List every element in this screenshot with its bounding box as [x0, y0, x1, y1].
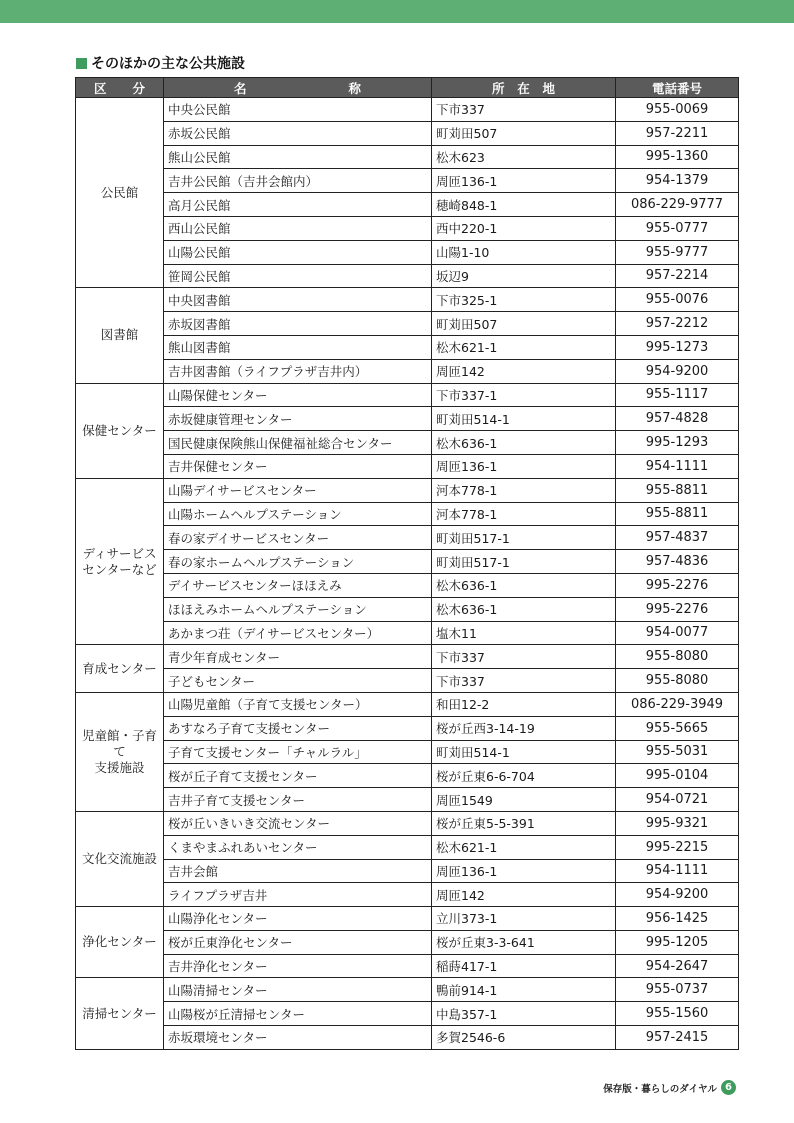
address-cell: 坂辺9	[432, 264, 616, 288]
table-row	[76, 526, 739, 550]
address-cell: 多賀2546-6	[432, 1026, 616, 1050]
address-cell: 下市337	[432, 98, 616, 122]
table-row	[76, 550, 739, 574]
table-row	[76, 454, 739, 478]
table-row	[76, 669, 739, 693]
tel-cell: 086-229-9777	[616, 193, 739, 217]
name-cell: 中央図書館	[164, 288, 432, 312]
page-footer	[603, 1080, 736, 1095]
name-cell: 山陽公民館	[164, 240, 432, 264]
name-cell: 赤坂環境センター	[164, 1026, 432, 1050]
address-cell: 町苅田514-1	[432, 740, 616, 764]
name-cell: 吉井保健センター	[164, 454, 432, 478]
address-cell: 穂崎848-1	[432, 193, 616, 217]
table-row	[76, 764, 739, 788]
name-cell: 春の家デイサービスセンター	[164, 526, 432, 550]
table-row	[76, 431, 739, 455]
name-cell: 山陽児童館（子育て支援センター）	[164, 692, 432, 716]
tel-cell: 955-8811	[616, 478, 739, 502]
address-cell: 下市337	[432, 669, 616, 693]
footer-text: 保存版・暮らしのダイヤル	[603, 1083, 717, 1095]
name-cell: 吉井会館	[164, 859, 432, 883]
name-cell: 山陽清掃センター	[164, 978, 432, 1002]
name-cell: 西山公民館	[164, 216, 432, 240]
tel-cell: 995-1205	[616, 930, 739, 954]
address-cell: 稲蒔417-1	[432, 954, 616, 978]
address-cell: 河本778-1	[432, 478, 616, 502]
category-cell: 保健センター	[76, 383, 164, 478]
table-row	[76, 240, 739, 264]
table-row	[76, 407, 739, 431]
table-row	[76, 98, 739, 122]
address-cell: 松木621-1	[432, 835, 616, 859]
address-cell: 下市337-1	[432, 383, 616, 407]
table-body	[76, 98, 739, 1050]
tel-cell: 957-2214	[616, 264, 739, 288]
address-cell: 桜が丘東6-6-704	[432, 764, 616, 788]
tel-cell: 957-4837	[616, 526, 739, 550]
name-cell: 子育て支援センター「チャルラル」	[164, 740, 432, 764]
tel-cell: 957-2212	[616, 312, 739, 336]
name-cell: ほほえみホームヘルプステーション	[164, 597, 432, 621]
address-cell: 町苅田507	[432, 121, 616, 145]
name-cell: 山陽デイサービスセンター	[164, 478, 432, 502]
bullet-square-icon	[76, 58, 87, 69]
name-cell: 桜が丘いきいき交流センター	[164, 811, 432, 835]
tel-cell: 957-2415	[616, 1026, 739, 1050]
tel-cell: 995-2215	[616, 835, 739, 859]
category-cell	[76, 692, 164, 811]
name-cell: 笹岡公民館	[164, 264, 432, 288]
address-cell: 松木636-1	[432, 573, 616, 597]
category-line: 支援施設	[94, 759, 145, 775]
name-cell: デイサービスセンターほほえみ	[164, 573, 432, 597]
table-row	[76, 383, 739, 407]
name-cell: あかまつ荘（デイサービスセンター）	[164, 621, 432, 645]
table-row	[76, 1026, 739, 1050]
name-cell: 吉井子育て支援センター	[164, 788, 432, 812]
tel-cell: 955-0069	[616, 98, 739, 122]
page-number: 6	[721, 1080, 736, 1095]
tel-cell: 995-2276	[616, 573, 739, 597]
name-cell: 子どもセンター	[164, 669, 432, 693]
table-row	[76, 954, 739, 978]
header-category: 区 分	[76, 78, 164, 98]
category-line: ディサービス	[82, 545, 157, 561]
tel-cell: 995-0104	[616, 764, 739, 788]
tel-cell: 955-0737	[616, 978, 739, 1002]
category-cell: 公民館	[76, 98, 164, 288]
table-row	[76, 907, 739, 931]
top-green-band	[0, 0, 794, 23]
table-row	[76, 573, 739, 597]
table-row	[76, 288, 739, 312]
name-cell: 吉井公民館（吉井会館内）	[164, 169, 432, 193]
header-name: 名 称	[164, 78, 432, 98]
tel-cell: 956-1425	[616, 907, 739, 931]
header-address: 所 在 地	[432, 78, 616, 98]
address-cell: 町苅田517-1	[432, 526, 616, 550]
address-cell: 河本778-1	[432, 502, 616, 526]
name-cell: あすなろ子育て支援センター	[164, 716, 432, 740]
table-row	[76, 859, 739, 883]
table-row	[76, 883, 739, 907]
name-cell: 赤坂公民館	[164, 121, 432, 145]
table-row	[76, 145, 739, 169]
category-cell: 文化交流施設	[76, 811, 164, 906]
name-cell: 高月公民館	[164, 193, 432, 217]
name-cell: 桜が丘子育て支援センター	[164, 764, 432, 788]
table-row	[76, 930, 739, 954]
address-cell: 周匝136-1	[432, 859, 616, 883]
name-cell: 山陽ホームヘルプステーション	[164, 502, 432, 526]
tel-cell: 955-5665	[616, 716, 739, 740]
category-cell: 浄化センター	[76, 907, 164, 978]
name-cell: 熊山公民館	[164, 145, 432, 169]
address-cell: 周匝136-1	[432, 169, 616, 193]
table-row	[76, 621, 739, 645]
table-row	[76, 692, 739, 716]
address-cell: 松木636-1	[432, 597, 616, 621]
table-row	[76, 502, 739, 526]
table-row	[76, 121, 739, 145]
address-cell: 周匝136-1	[432, 454, 616, 478]
category-cell: 図書館	[76, 288, 164, 383]
address-cell: 松木636-1	[432, 431, 616, 455]
address-cell: 和田12-2	[432, 692, 616, 716]
table-row	[76, 478, 739, 502]
tel-cell: 955-8080	[616, 645, 739, 669]
table-row	[76, 645, 739, 669]
name-cell: 山陽浄化センター	[164, 907, 432, 931]
name-cell: 国民健康保険熊山保健福祉総合センター	[164, 431, 432, 455]
name-cell: 中央公民館	[164, 98, 432, 122]
table-row	[76, 597, 739, 621]
category-line: 児童館・子育て	[81, 727, 157, 759]
tel-cell: 086-229-3949	[616, 692, 739, 716]
tel-cell: 954-1379	[616, 169, 739, 193]
tel-cell: 955-1560	[616, 1002, 739, 1026]
address-cell: 下市325-1	[432, 288, 616, 312]
tel-cell: 954-9200	[616, 883, 739, 907]
table-header-row	[76, 78, 739, 98]
header-tel: 電話番号	[616, 78, 739, 98]
address-cell: 立川373-1	[432, 907, 616, 931]
address-cell: 周匝142	[432, 359, 616, 383]
name-cell: 赤坂図書館	[164, 312, 432, 336]
tel-cell: 955-8811	[616, 502, 739, 526]
name-cell: 吉井図書館（ライフプラザ吉井内）	[164, 359, 432, 383]
table-row	[76, 1002, 739, 1026]
address-cell: 桜が丘西3-14-19	[432, 716, 616, 740]
name-cell: 赤坂健康管理センター	[164, 407, 432, 431]
table-row	[76, 811, 739, 835]
category-cell: 清掃センター	[76, 978, 164, 1049]
tel-cell: 957-4836	[616, 550, 739, 574]
tel-cell: 995-1293	[616, 431, 739, 455]
address-cell: 松木623	[432, 145, 616, 169]
table-row	[76, 978, 739, 1002]
address-cell: 山陽1-10	[432, 240, 616, 264]
tel-cell: 954-0077	[616, 621, 739, 645]
tel-cell: 955-8080	[616, 669, 739, 693]
tel-cell: 995-1360	[616, 145, 739, 169]
address-cell: 町苅田517-1	[432, 550, 616, 574]
tel-cell: 954-9200	[616, 359, 739, 383]
table-row	[76, 740, 739, 764]
address-cell: 鴨前914-1	[432, 978, 616, 1002]
table-row	[76, 264, 739, 288]
address-cell: 中島357-1	[432, 1002, 616, 1026]
table-row	[76, 335, 739, 359]
tel-cell: 955-1117	[616, 383, 739, 407]
name-cell: 青少年育成センター	[164, 645, 432, 669]
category-cell: 育成センター	[76, 645, 164, 693]
name-cell: 熊山図書館	[164, 335, 432, 359]
table-row	[76, 788, 739, 812]
table-row	[76, 169, 739, 193]
category-cell	[76, 478, 164, 645]
name-cell: 吉井浄化センター	[164, 954, 432, 978]
name-cell: 山陽桜が丘清掃センター	[164, 1002, 432, 1026]
table-row	[76, 216, 739, 240]
address-cell: 町苅田514-1	[432, 407, 616, 431]
tel-cell: 955-5031	[616, 740, 739, 764]
address-cell: 町苅田507	[432, 312, 616, 336]
tel-cell: 995-9321	[616, 811, 739, 835]
table-row	[76, 193, 739, 217]
tel-cell: 955-0076	[616, 288, 739, 312]
tel-cell: 954-2647	[616, 954, 739, 978]
name-cell: くまやまふれあいセンター	[164, 835, 432, 859]
address-cell: 桜が丘東3-3-641	[432, 930, 616, 954]
tel-cell: 957-4828	[616, 407, 739, 431]
table-row	[76, 716, 739, 740]
address-cell: 周匝142	[432, 883, 616, 907]
tel-cell: 954-1111	[616, 454, 739, 478]
name-cell: 桜が丘東浄化センター	[164, 930, 432, 954]
table-row	[76, 312, 739, 336]
facility-table	[75, 77, 739, 1050]
tel-cell: 995-1273	[616, 335, 739, 359]
tel-cell: 954-1111	[616, 859, 739, 883]
name-cell: ライフプラザ吉井	[164, 883, 432, 907]
address-cell: 松木621-1	[432, 335, 616, 359]
tel-cell: 955-9777	[616, 240, 739, 264]
address-cell: 周匝1549	[432, 788, 616, 812]
name-cell: 山陽保健センター	[164, 383, 432, 407]
address-cell: 桜が丘東5-5-391	[432, 811, 616, 835]
address-cell: 塩木11	[432, 621, 616, 645]
address-cell: 下市337	[432, 645, 616, 669]
tel-cell: 995-2276	[616, 597, 739, 621]
table-row	[76, 359, 739, 383]
tel-cell: 954-0721	[616, 788, 739, 812]
category-line: センターなど	[82, 561, 157, 577]
page-title: そのほかの主な公共施設	[91, 56, 245, 72]
section-title	[76, 54, 245, 72]
name-cell: 春の家ホームヘルプステーション	[164, 550, 432, 574]
address-cell: 西中220-1	[432, 216, 616, 240]
tel-cell: 957-2211	[616, 121, 739, 145]
table-row	[76, 835, 739, 859]
tel-cell: 955-0777	[616, 216, 739, 240]
